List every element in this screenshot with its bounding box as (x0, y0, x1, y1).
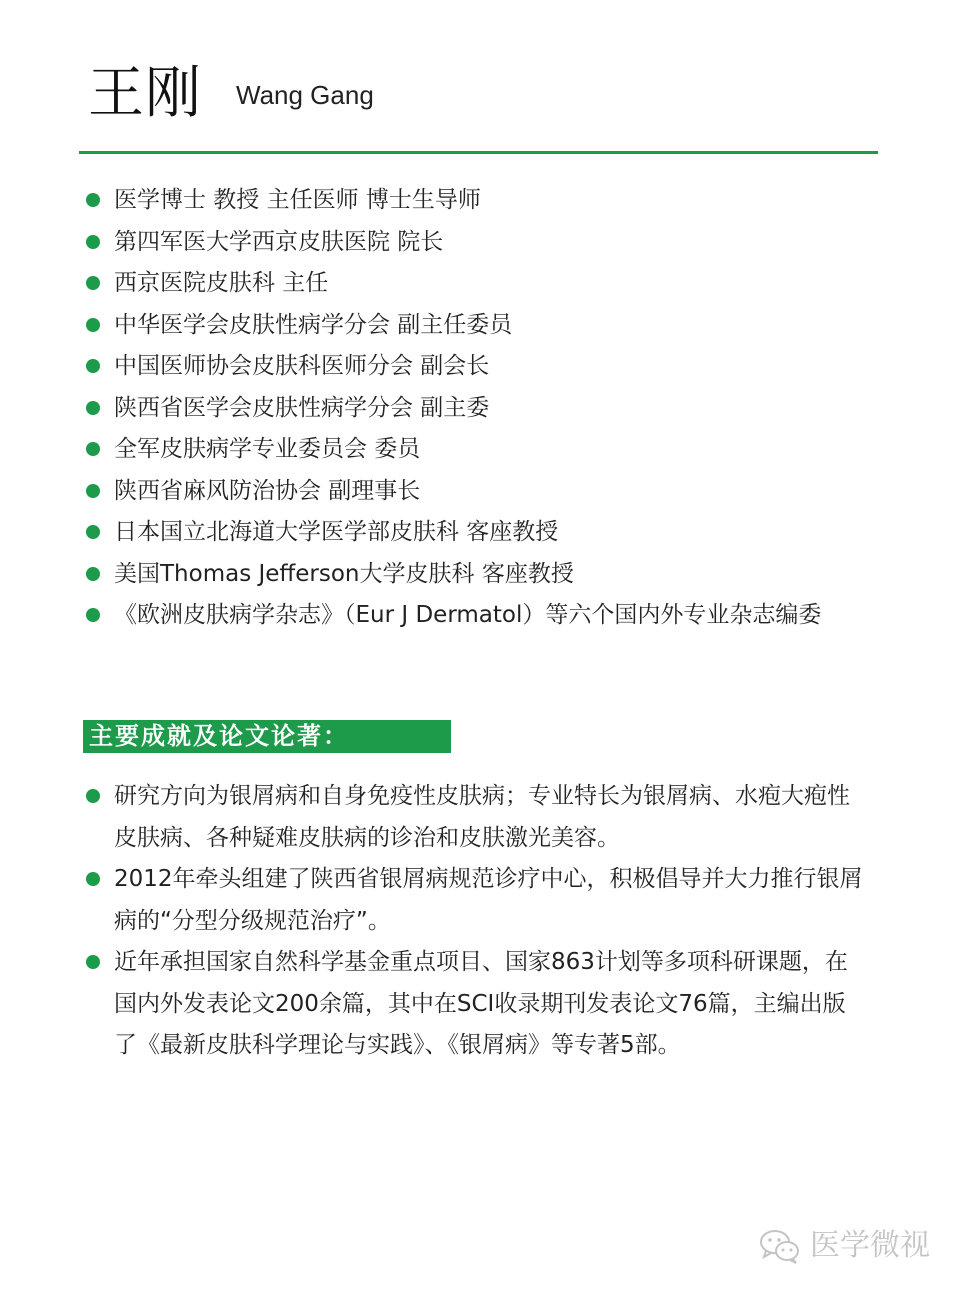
bullet-dot-icon (86, 484, 100, 498)
bullet-dot-icon (86, 193, 100, 207)
achievement-text: 近年承担国家自然科学基金重点项目、国家863计划等多项科研课题，在国内外发表论文200余篇，其中在SCI收录期刊发表论文76篇，主编出版了《最新皮肤科学理论与实践》、《银屑病》等专著5部。 (114, 949, 848, 1058)
bullet-dot-icon (86, 872, 100, 886)
watermark (758, 1226, 930, 1266)
achievement-text: 研究方向为银屑病和自身免疫性皮肤病；专业特长为银屑病、水疱大疱性皮肤病、各种疑难皮肤病的诊治和皮肤激光美容。 (114, 783, 850, 851)
role-text: 《欧洲皮肤病学杂志》（Eur J Dermatol）等六个国内外专业杂志编委 (114, 602, 822, 628)
role-item (86, 222, 866, 264)
role-item (86, 512, 866, 554)
role-item (86, 263, 866, 305)
achievement-text: 2012年牵头组建了陕西省银屑病规范诊疗中心，积极倡导并大力推行银屑病的“分型分级规范治疗”。 (114, 866, 863, 934)
bullet-dot-icon (86, 567, 100, 581)
bullet-dot-icon (86, 318, 100, 332)
achievement-item (86, 942, 866, 1067)
role-item (86, 388, 866, 430)
role-text: 美国Thomas Jefferson大学皮肤科 客座教授 (114, 560, 574, 587)
role-text: 陕西省麻风防治协会 副理事长 (114, 477, 421, 504)
achievement-item (86, 859, 866, 942)
profile-header (88, 54, 374, 124)
role-item (86, 305, 866, 347)
bullet-dot-icon (86, 608, 100, 622)
role-text: 全军皮肤病学专业委员会 委员 (114, 436, 421, 462)
role-text: 第四军医大学西京皮肤医院 院长 (114, 228, 444, 255)
achievement-item (86, 776, 866, 859)
role-item (86, 429, 866, 471)
role-item (86, 180, 866, 222)
name-english: Wang Gang (236, 80, 374, 110)
role-text: 医学博士 教授 主任医师 博士生导师 (114, 187, 481, 213)
role-item (86, 471, 866, 513)
watermark-text: 医学微视 (810, 1228, 930, 1263)
role-text: 日本国立北海道大学医学部皮肤科 客座教授 (114, 519, 559, 545)
roles-list (86, 180, 866, 637)
role-text: 中华医学会皮肤性病学分会 副主任委员 (114, 311, 513, 338)
role-text: 西京医院皮肤科 主任 (114, 270, 329, 296)
bullet-dot-icon (86, 525, 100, 539)
bullet-dot-icon (86, 359, 100, 373)
role-item (86, 595, 866, 637)
achievements-list (86, 776, 866, 1067)
bullet-dot-icon (86, 401, 100, 415)
role-text: 中国医师协会皮肤科医师分会 副会长 (114, 353, 490, 379)
bullet-dot-icon (86, 955, 100, 969)
bullet-dot-icon (86, 276, 100, 290)
bullet-dot-icon (86, 235, 100, 249)
bullet-dot-icon (86, 789, 100, 803)
role-item (86, 554, 866, 596)
role-text: 陕西省医学会皮肤性病学分会 副主委 (114, 394, 490, 421)
achievements-section-title: 主要成就及论文论著： (83, 720, 451, 753)
role-item (86, 346, 866, 388)
header-divider (79, 151, 878, 154)
wechat-icon (758, 1226, 802, 1266)
bullet-dot-icon (86, 442, 100, 456)
name-chinese: 王刚 (88, 61, 202, 126)
